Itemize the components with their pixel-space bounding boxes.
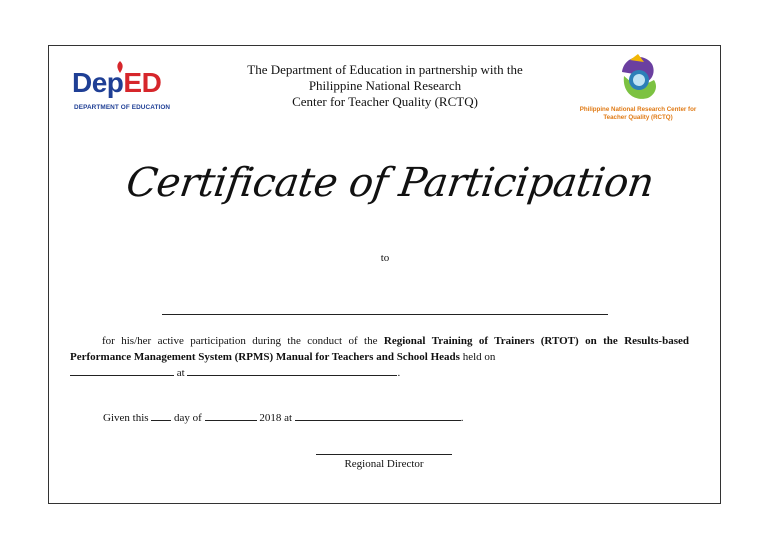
header-line-2: Philippine National Research (308, 78, 462, 93)
statement-period: . (397, 367, 401, 379)
day-of-text: day of (171, 412, 205, 424)
rctq-logo (572, 52, 704, 126)
place-blank[interactable] (295, 410, 461, 421)
rctq-emblem-icon (572, 52, 704, 106)
day-blank[interactable] (151, 410, 171, 421)
at-text: at (174, 367, 188, 379)
header-line-1: The Department of Education in partnership with the (247, 62, 523, 77)
program-title: Regional Training of Trainers (RTOT) on the Results-based Performance Management System (RPMS) Manual for Teachers and School Heads (70, 335, 689, 363)
header-line-3: Center for Teacher Quality (RCTQ) (292, 94, 478, 109)
month-blank[interactable] (205, 410, 257, 421)
signature-line[interactable] (316, 454, 452, 455)
certificate-title: Certificate of Participation (123, 160, 657, 206)
deped-wordmark: DepED (72, 67, 162, 98)
signatory-title: Regional Director (344, 458, 424, 470)
date-blank[interactable] (70, 365, 174, 376)
recipient-name-line[interactable] (162, 314, 608, 315)
year-at-text: 2018 at (256, 412, 295, 424)
deped-logo (72, 60, 187, 118)
participation-statement (70, 333, 689, 381)
rctq-name: Philippine National Research Center for Teacher Quality (RCTQ) (579, 106, 697, 121)
given-line (103, 410, 464, 424)
venue-blank[interactable] (187, 365, 397, 376)
given-period: . (460, 412, 464, 424)
given-this-text: Given this (103, 412, 152, 424)
statement-intro: for his/her active participation during the conduct of the (102, 335, 384, 347)
held-on-text: held on (459, 351, 496, 363)
header-text (225, 62, 545, 110)
to-label: to (380, 252, 390, 264)
deped-tagline: DEPARTMENT OF EDUCATION (74, 104, 171, 111)
